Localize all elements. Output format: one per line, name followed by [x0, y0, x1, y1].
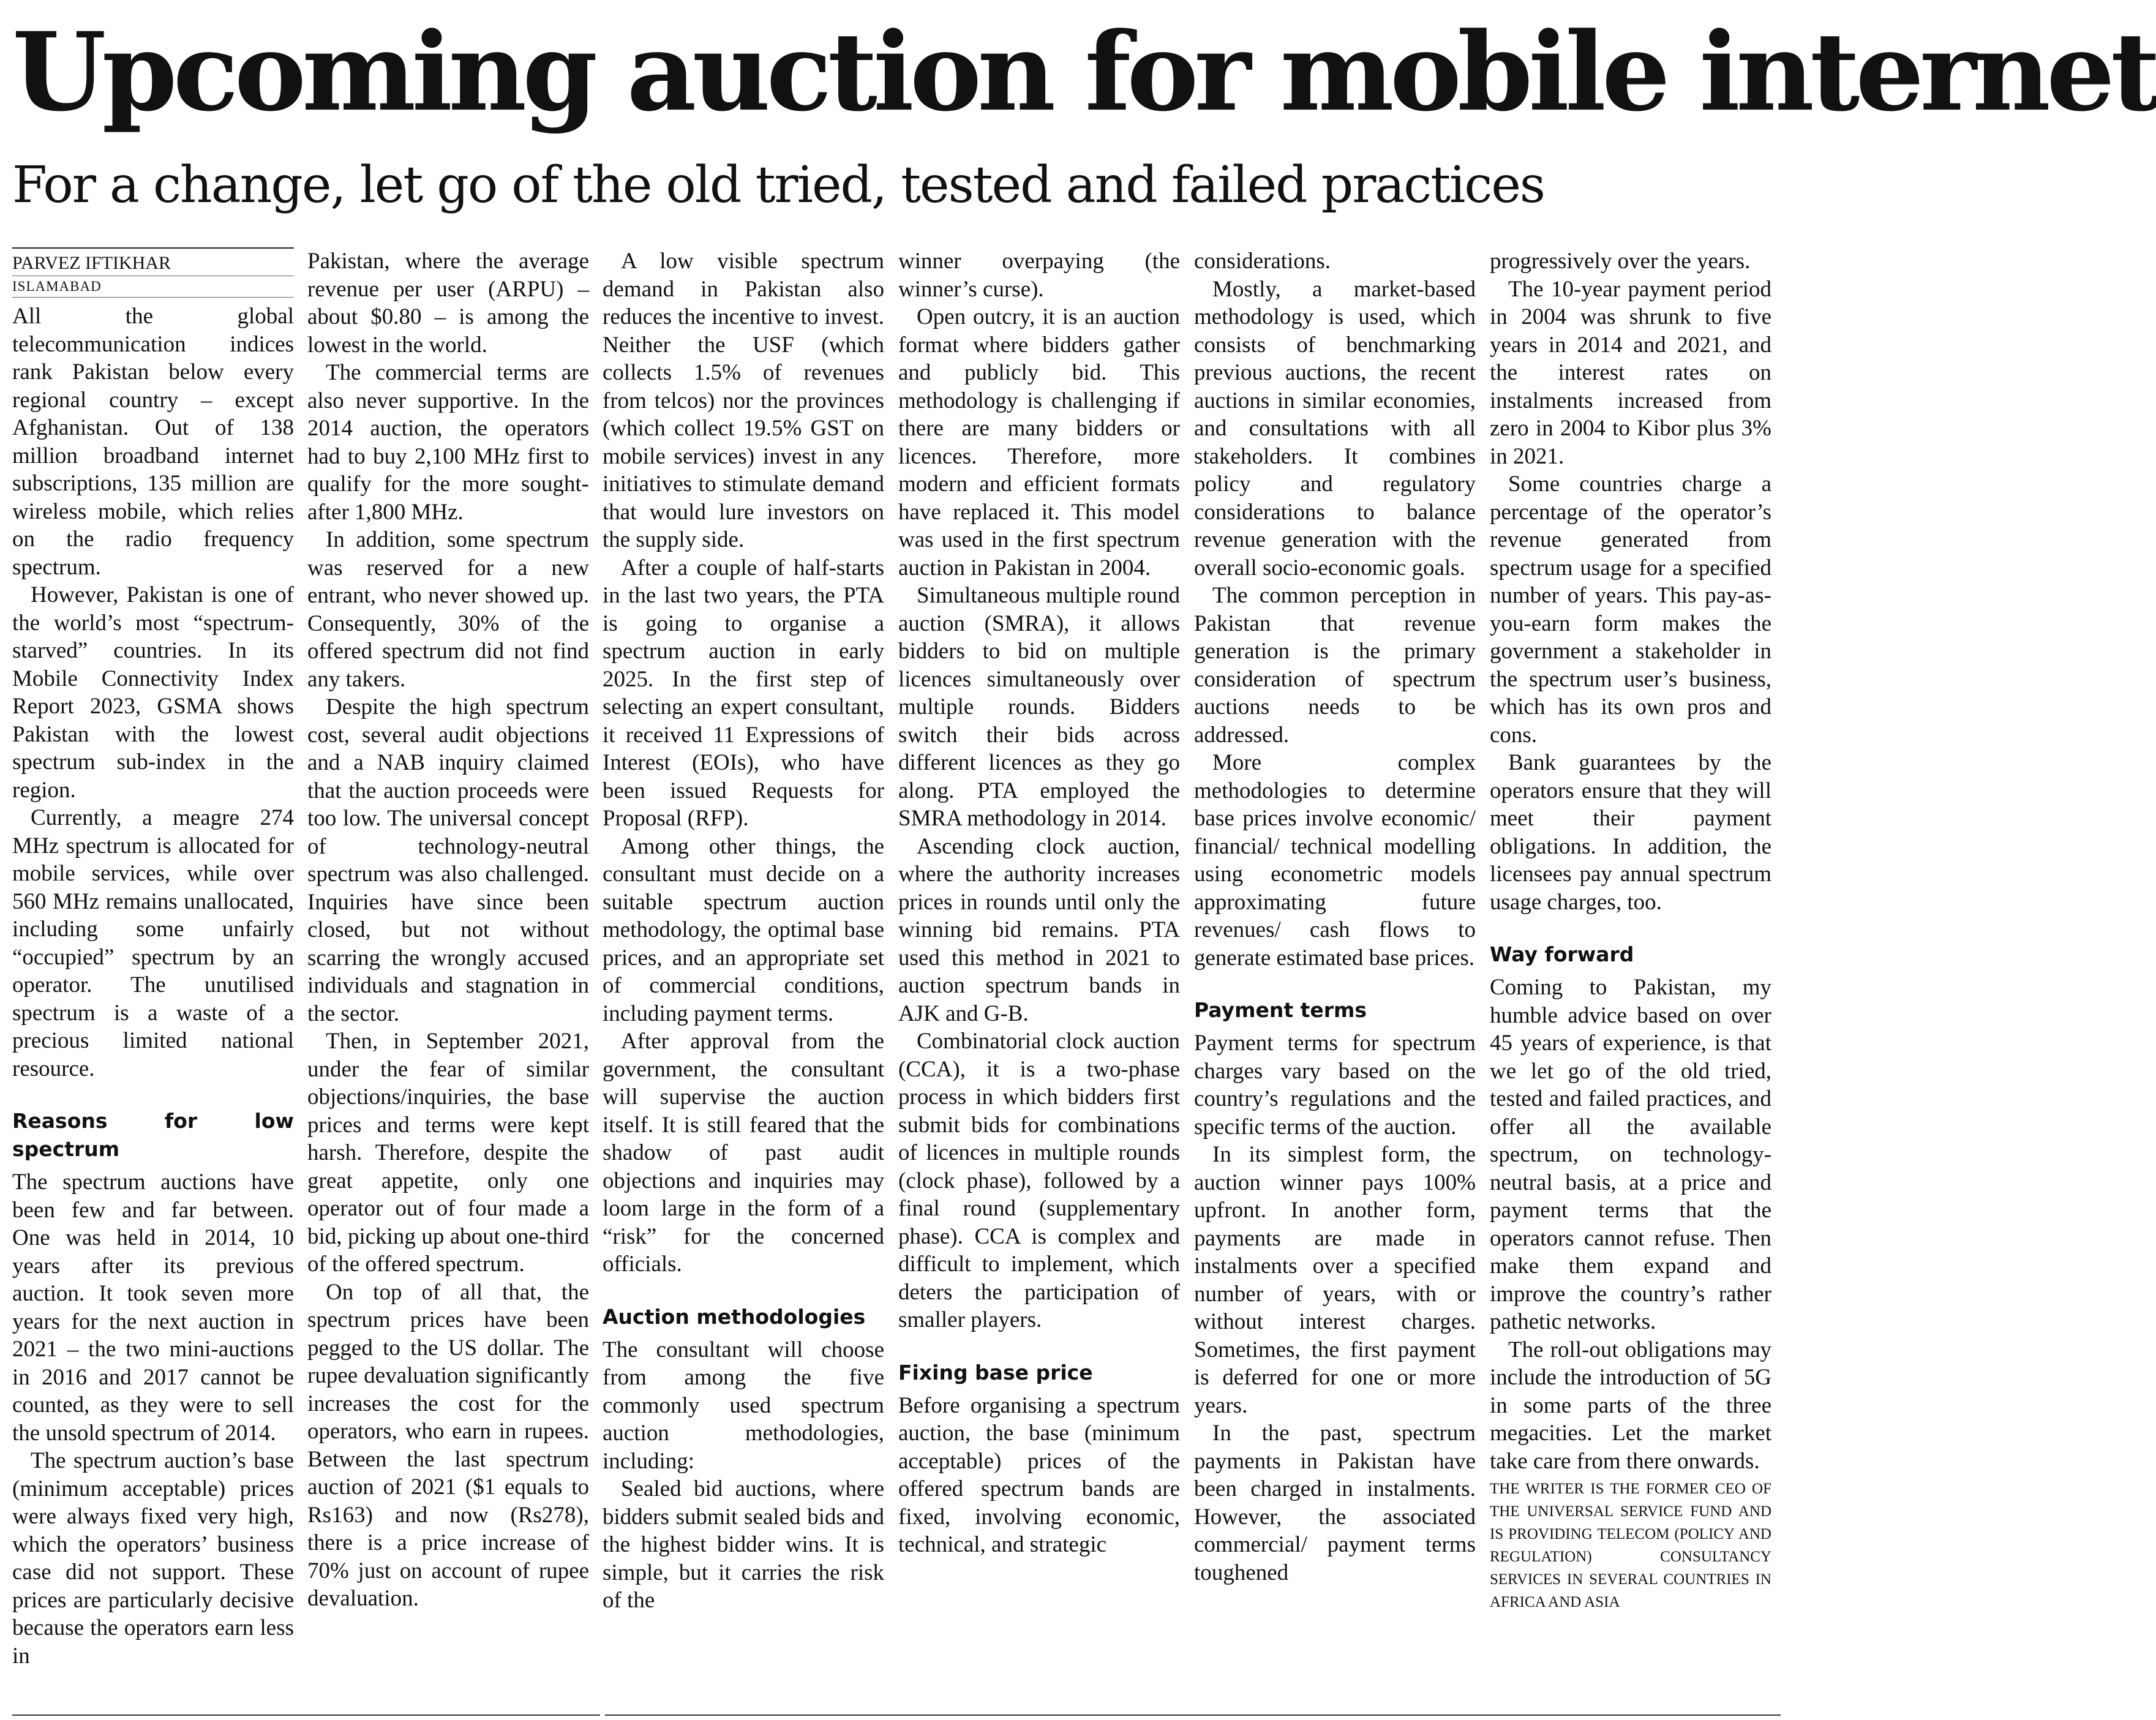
paragraph: Payment terms for spectrum charges vary based on the country’s regulations and the specific terms of the auction. [1194, 1031, 1476, 1140]
article-column-2 [307, 247, 589, 1692]
paragraph: On top of all that, the spectrum prices have been pegged to the US dollar. The rupee devaluation significantly increases the cost for the operators, who earn in rupees. Between the last spectrum auction of 2021 ($1 equals to Rs163) and now (Rs278), there is a price increase of 70% just on account of rupee devaluation. [307, 1279, 589, 1611]
paragraph: After a couple of half-starts in the last two years, the PTA is going to organise a spectrum auction in early 2025. In the first step of selecting an expert consultant, it received 11 Expressions of Interest (EOIs), who have been issued Requests for Proposal (RFP). [603, 555, 884, 831]
paragraph: Currently, a meagre 274 MHz spectrum is allocated for mobile services, while over 560 MHz remains unallocated, including some unfairly “occupied” spectrum by an operator. The unutilised spectrum is a waste of a precious limited national resource. [12, 805, 294, 1081]
paragraph: winner overpaying (the winner’s curse). [898, 249, 1180, 302]
paragraph: Simultaneous multiple round auction (SMRA), it allows bidders to bid on multiple licences simultaneously over multiple rounds. Bidders switch their bids across different licences as they go along. PTA employed the SMRA methodology in 2014. [898, 583, 1180, 831]
subheading-way-forward: Way forward [1490, 942, 1634, 966]
paragraph: Open outcry, it is an auction format where bidders gather and publicly bid. This methodology is challenging if there are many bidders or licences. Therefore, more modern and efficient formats have replaced it. This model was used in the first spectrum auction in Pakistan in 2004. [898, 304, 1180, 580]
paragraph: All the global telecommunication indices rank Pakistan below every regional country – except Afghanistan. Out of 138 million broadband internet subscriptions, 135 million are wireless mobile, which relies on the radio frequency spectrum. [12, 304, 294, 580]
paragraph: Sealed bid auctions, where bidders submit sealed bids and the highest bidder wins. It is simple, but it carries the risk of the [603, 1476, 884, 1613]
paragraph: The common perception in Pakistan that revenue generation is the primary consideration of spectrum auctions needs to be addressed. [1194, 583, 1476, 748]
bottom-rule-left [12, 1714, 600, 1716]
article-column-5 [1194, 247, 1476, 1692]
subheading-low-spectrum: Reasons for low spectrum [12, 1109, 294, 1161]
article-column-1 [12, 247, 294, 1692]
paragraph: Combinatorial clock auction (CCA), it is a two-phase process in which bidders first submit bids for combinations of licences in multiple rounds (clock phase), followed by a final round (supplementary phase). CCA is complex and difficult to implement, which deters the participation of smaller players. [898, 1029, 1180, 1332]
paragraph: In its simplest form, the auction winner pays 100% upfront. In another form, payments are made in instalments over a specified number of years, with or without interest charges. Sometimes, the first payment is deferred for one or more years. [1194, 1142, 1476, 1418]
headline: Upcoming auction for mobile internet [12, 9, 2156, 135]
paragraph: Some countries charge a percentage of the operator’s revenue generated from spectrum usage for a specified number of years. This pay-as-you-earn form makes the government a stakeholder in the spectrum user’s business, which has its own pros and cons. [1490, 471, 1771, 748]
article-column-4 [898, 247, 1180, 1692]
paragraph: Coming to Pakistan, my humble advice based on over 45 years of experience, is that we let go of the old tried, tested and failed practices, and offer all the available spectrum, on technology-neutral basis, at a price and payment terms that the operators cannot refuse. Then make them expand and improve the country’s rather pathetic networks. [1490, 975, 1771, 1334]
paragraph: Then, in September 2021, under the fear of similar objections/inquiries, the base prices and terms were kept harsh. Therefore, despite the great appetite, only one operator out of four made a bid, picking up about one-third of the offered spectrum. [307, 1029, 589, 1277]
paragraph: More complex methodologies to determine base prices involve economic/ financial/ technical modelling using econometric models approximating future revenues/ cash flows to generate estimated base prices. [1194, 750, 1476, 971]
paragraph: Pakistan, where the average revenue per user (ARPU) – about $0.80 – is among the lowest in the world. [307, 249, 589, 358]
article-column-3 [603, 247, 884, 1692]
paragraph: The commercial terms are also never supportive. In the 2014 auction, the operators had to buy 2,100 MHz first to qualify for the more sought-after 1,800 MHz. [307, 360, 589, 525]
paragraph: The consultant will choose from among the five commonly used spectrum auction methodologies, including: [603, 1337, 884, 1474]
subheading-methodologies: Auction methodologies [603, 1304, 866, 1329]
paragraph: Despite the high spectrum cost, several audit objections and a NAB inquiry claimed that the auction proceeds were too low. The universal concept of technology-neutral spectrum was also challenged. Inquiries have since been closed, but not without scarring the wrongly accused individuals and stagnation in the sector. [307, 694, 589, 1026]
paragraph: In addition, some spectrum was reserved for a new entrant, who never showed up. Consequently, 30% of the offered spectrum did not find any takers. [307, 527, 589, 692]
paragraph: Ascending clock auction, where the authority increases prices in rounds until only the winning bid remains. PTA used this method in 2021 to auction spectrum bands in AJK and G-B. [898, 833, 1180, 1026]
subheading-base-price: Fixing base price [898, 1360, 1093, 1384]
byline: PARVEZ IFTIKHAR [12, 247, 294, 276]
paragraph: A low visible spectrum demand in Pakistan also reduces the incentive to invest. Neither the USF (which collects 1.5% of revenues from telcos) nor the provinces (which collect 19.5% GST on mobile services) invest in any initiatives to stimulate demand that would lure investors on the supply side. [603, 249, 884, 552]
paragraph: The spectrum auctions have been few and far between. One was held in 2014, 10 years after its previous auction. It took seven more years for the next auction in 2021 – the two mini-auctions in 2016 and 2017 cannot be counted, as they were to sell the unsold spectrum of 2014. [12, 1170, 294, 1446]
paragraph: The roll-out obligations may include the introduction of 5G in some parts of the three megacities. Let the market take care from there onwards. [1490, 1337, 1771, 1474]
paragraph: In the past, spectrum payments in Pakistan have been charged in instalments. However, the associated commercial/ payment terms toughened [1194, 1421, 1476, 1585]
article-column-6 [1490, 247, 1771, 1692]
paragraph: The 10-year payment period in 2004 was shrunk to five years in 2014 and 2021, and the interest rates on instalments increased from zero in 2004 to Kibor plus 3% in 2021. [1490, 276, 1771, 469]
paragraph: Bank guarantees by the operators ensure that they will meet their payment obligations. In addition, the licensees pay annual spectrum usage charges, too. [1490, 750, 1771, 915]
paragraph: Among other things, the consultant must decide on a suitable spectrum auction methodology, the optimal base prices, and an appropriate set of commercial conditions, including payment terms. [603, 833, 884, 1026]
paragraph: After approval from the government, the consultant will supervise the auction itself. It is still feared that the shadow of past audit objections and inquiries may loom large in the form of a “risk” for the concerned officials. [603, 1029, 884, 1277]
paragraph: The spectrum auction’s base (minimum acceptable) prices were always fixed very high, which the operators’ business case did not support. These prices are particularly decisive because the operators earn less in [12, 1448, 294, 1669]
dateline: ISLAMABAD [12, 276, 294, 298]
paragraph: However, Pakistan is one of the world’s most “spectrum-starved” countries. In its Mobile Connectivity Index Report 2023, GSMA shows Pakistan with the lowest spectrum sub-index in the region. [12, 582, 294, 803]
paragraph: considerations. [1194, 249, 1331, 274]
bottom-rule-right [605, 1714, 1781, 1716]
subheading-payment-terms: Payment terms [1194, 998, 1367, 1022]
paragraph: Mostly, a market-based methodology is used, which consists of benchmarking previous auctions, the recent auctions in similar economies, and consultations with all stakeholders. It combines policy and regulatory considerations to balance revenue generation with the overall socio-economic goals. [1194, 276, 1476, 580]
paragraph: progressively over the years. [1490, 249, 1751, 274]
paragraph: Before organising a spectrum auction, the base (minimum acceptable) prices of the offered spectrum bands are fixed, involving economic, technical, and strategic [898, 1392, 1180, 1557]
author-note: THE WRITER IS THE FORMER CEO OF THE UNIVERSAL SERVICE FUND AND IS PROVIDING TELECOM (POLICY AND REGULATION) CONSULTANCY SERVICES IN SEVERAL COUNTRIES IN AFRICA AND ASIA [1490, 1481, 1771, 1610]
subheadline: For a change, let go of the old tried, tested and failed practices [12, 156, 1544, 214]
